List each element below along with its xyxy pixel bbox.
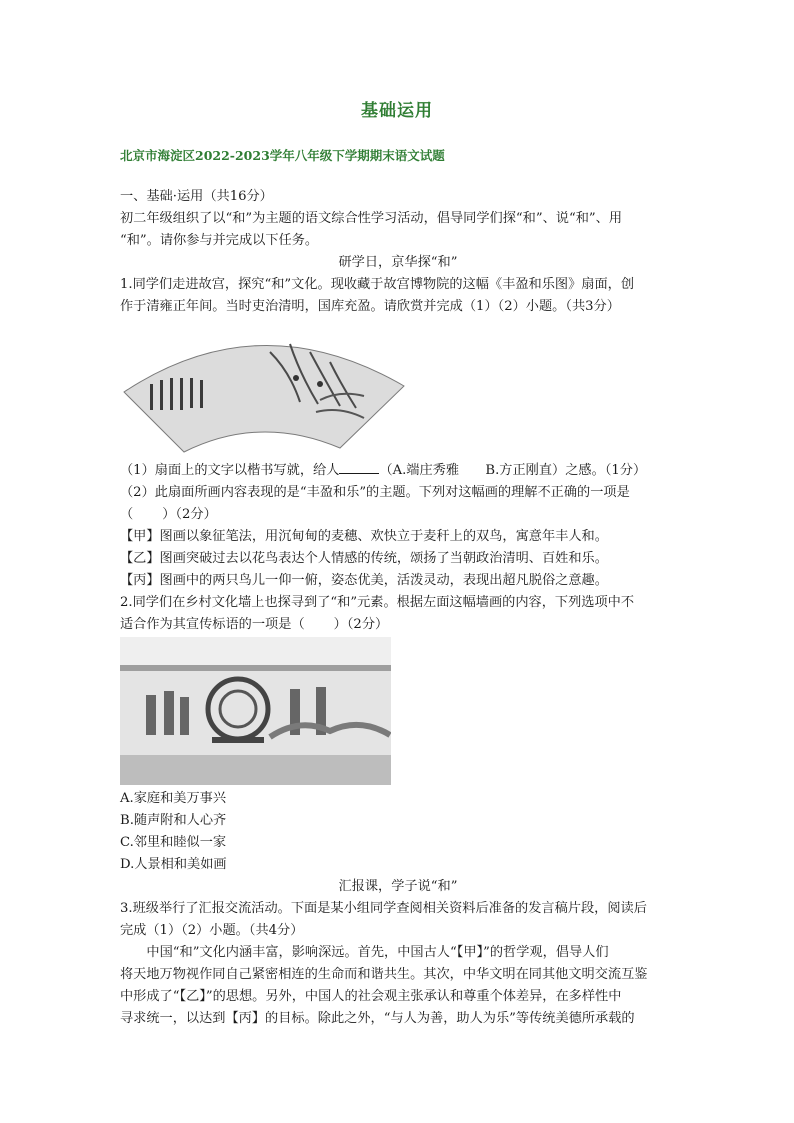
q1-line-1: 1.同学们走进故宫，探究“和”文化。现收藏于故宫博物院的这幅《丰盈和乐图》扇面，创 [120, 277, 634, 292]
q1-sub2-line1: （2）此扇面所画内容表现的是“丰盈和乐”的主题。下列对这幅画的理解不正确的一项是 [120, 485, 630, 500]
passage-line-1: 中国“和”文化内涵丰富，影响深远。首先，中国古人“【甲】”的哲学观，倡导人们 [146, 945, 609, 960]
intro-line-2: “和”。请你参与并完成以下任务。 [120, 233, 319, 248]
mural-icon [120, 637, 391, 785]
q2-option-b: B.随声附和人心齐 [120, 813, 227, 828]
answer-blank[interactable] [339, 461, 379, 474]
option-jia: 【甲】图画以象征笔法，用沉甸甸的麦穗、欢快立于麦秆上的双鸟，寓意年丰人和。 [120, 529, 608, 544]
q3-line-2: 完成（1）（2）小题。（共4分） [120, 923, 304, 938]
fan-painting-icon [120, 322, 408, 458]
passage-line-2: 将天地万物视作同自己紧密相连的生命而和谐共生。其次，中华文明在同其他文明交流互鉴 [120, 967, 648, 982]
option-yi: 【乙】图画突破过去以花鸟表达个人情感的传统，颂扬了当朝政治清明、百姓和乐。 [120, 551, 608, 566]
q1-subquestions [120, 460, 676, 636]
mural-wall-image [120, 637, 391, 785]
q2-line-2: 适合作为其宣传标语的一项是（ ）（2分） [120, 617, 389, 632]
q2-option-a: A.家庭和美万事兴 [120, 791, 227, 806]
passage-line-3: 中形成了“【乙】”的思想。另外，中国人的社会观主张承认和尊重个体差异，在多样性中 [120, 989, 622, 1004]
exam-subtitle: 北京市海淀区2022-2023学年八年级下学期期末语文试题 [120, 148, 445, 163]
fan-painting-image [120, 322, 408, 458]
q2-options [120, 788, 676, 1030]
page-title: 基础运用 [361, 101, 433, 121]
subheading-research: 研学日，京华探“和” [338, 255, 458, 270]
section-heading: 一、基础·运用（共16分） [120, 189, 273, 204]
subheading-report: 汇报课，学子说“和” [338, 879, 458, 894]
q2-line-1: 2.同学们在乡村文化墙上也探寻到了“和”元素。根据左面这幅墙画的内容，下列选项中不 [120, 595, 634, 610]
passage-line-4: 寻求统一，以达到【丙】的目标。除此之外，“与人为善，助人为乐”等传统美德所承载的 [120, 1011, 635, 1026]
q1-sub1: （1）扇面上的文字以楷书写就，给人 （A.端庄秀雅 B.方正刚直）之感。（1分） [120, 463, 647, 478]
q1-sub2-line2: （ ）（2分） [120, 507, 217, 522]
q1-line-2: 作于清雍正年间。当时吏治清明，国库充盈。请欣赏并完成（1）（2）小题。（共3分） [120, 299, 620, 314]
q2-option-d: D.人景相和美如画 [120, 857, 227, 872]
intro-line-1: 初二年级组织了以“和”为主题的语文综合性学习活动，倡导同学们探“和”、说“和”、用 [120, 211, 623, 226]
section-intro [120, 186, 676, 318]
q3-line-1: 3.班级举行了汇报交流活动。下面是某小组同学查阅相关资料后准备的发言稿片段，阅读后 [120, 901, 647, 916]
q2-option-c: C.邻里和睦似一家 [120, 835, 227, 850]
option-bing: 【丙】图画中的两只鸟儿一仰一俯，姿态优美，活泼灵动，表现出超凡脱俗之意趣。 [120, 573, 608, 588]
